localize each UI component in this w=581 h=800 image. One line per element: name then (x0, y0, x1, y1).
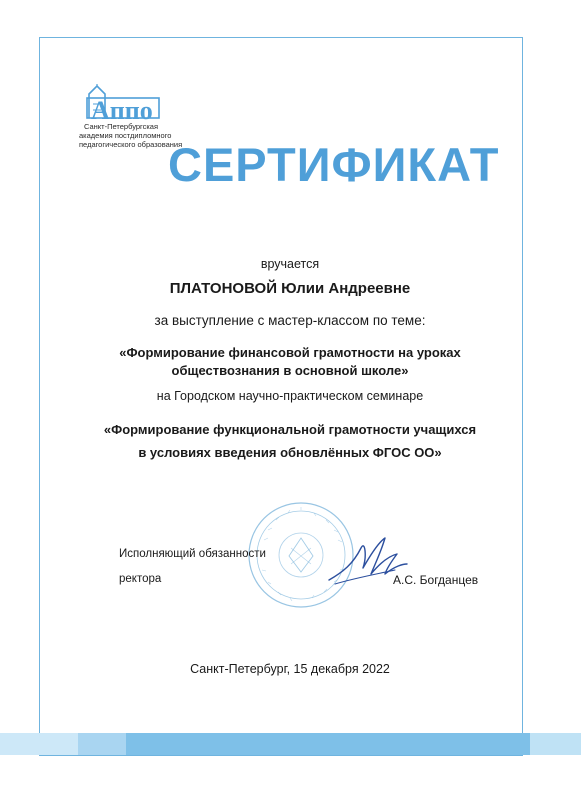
academy-caption-line: педагогического образования (79, 140, 183, 149)
band-segment (0, 733, 78, 755)
seminar-title (40, 418, 540, 464)
band-segment (530, 733, 581, 755)
recipient-name: ПЛАТОНОВОЙ Юлии Андреевне (169, 280, 411, 297)
band-segment (126, 733, 530, 755)
seminar-title-line: «Формирование функциональной грамотности учащихся (103, 422, 477, 437)
seminar-intro: на Городском научно-практическом семинаре (156, 389, 424, 403)
signatory-name: А.С. Богданцев (393, 573, 479, 587)
academy-logo (79, 84, 183, 149)
place-and-date: Санкт-Петербург, 15 декабря 2022 (190, 662, 390, 676)
academy-caption-line: Санкт-Петербургская (83, 122, 159, 131)
talk-title-line: «Формирование финансовой грамотности на уроках (119, 345, 461, 360)
talk-title (40, 344, 540, 380)
signatory-position-line1: Исполняющий обязанности (119, 548, 266, 560)
presented-label: вручается (260, 257, 320, 271)
academy-caption-line: академия постдипломного (79, 131, 172, 140)
academy-logo-wordmark: Аппо (91, 96, 153, 125)
for-talk-text: за выступление с мастер-классом по теме: (154, 313, 426, 328)
talk-title-line: обществознания в основной школе» (171, 363, 409, 378)
decorative-bottom-band (0, 733, 581, 755)
band-segment (78, 733, 126, 755)
certificate-title: СЕРТИФИКАТ (168, 138, 500, 191)
academy-logo-caption (79, 122, 183, 149)
signatory-position-line2: ректора (119, 573, 162, 585)
seminar-title-line: в условиях введения обновлённых ФГОС ОО» (138, 445, 442, 460)
